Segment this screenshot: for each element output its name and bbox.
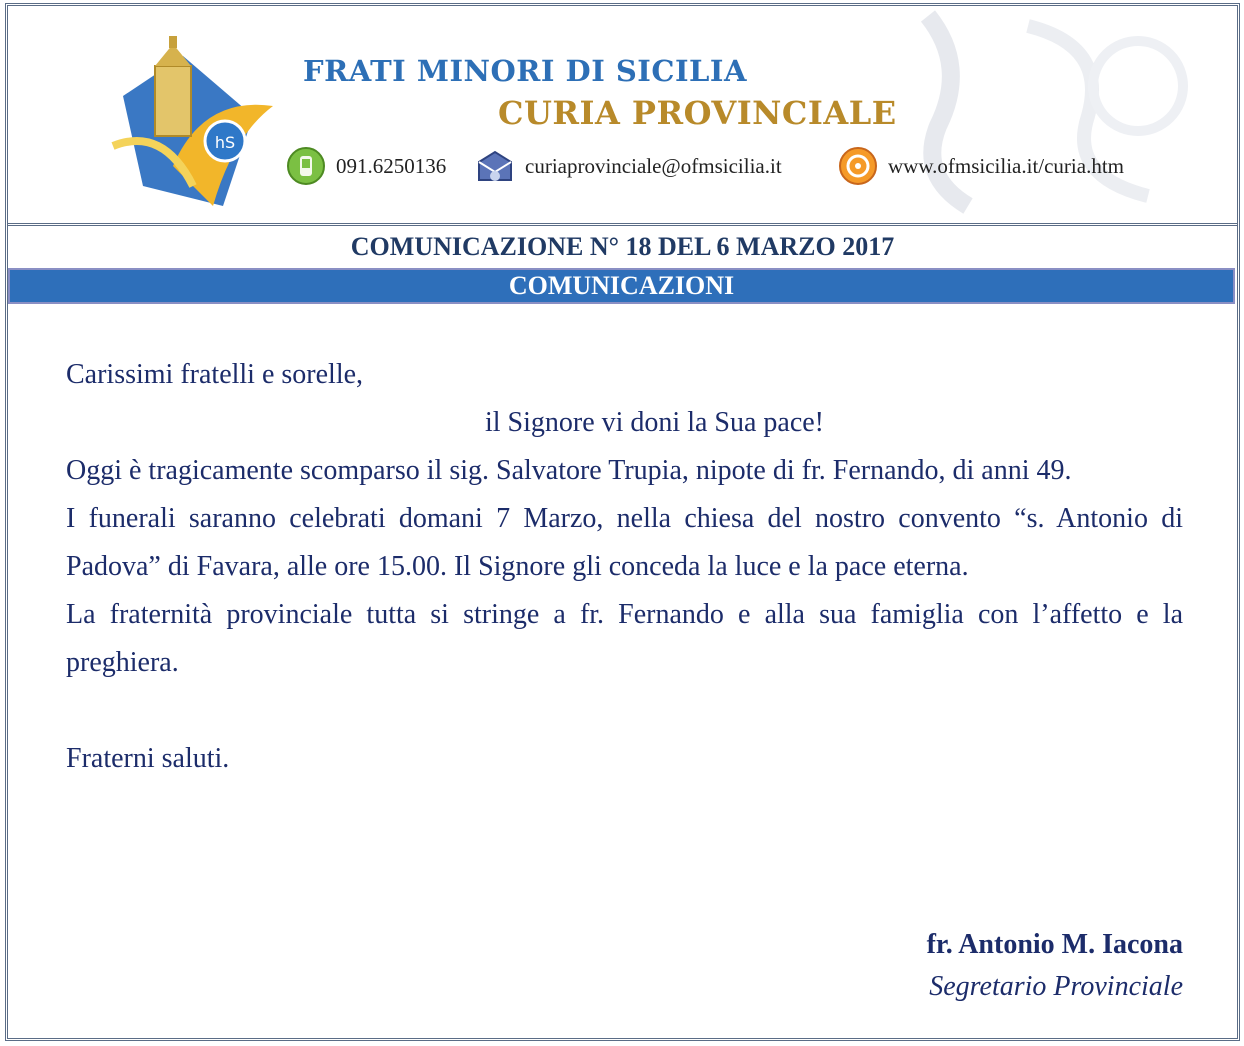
brand-subtitle: CURIA PROVINCIALE: [498, 94, 897, 132]
website-url[interactable]: www.ofmsicilia.it/curia.htm: [888, 153, 1125, 178]
brand-name: FRATI MINORI DI SICILIA: [303, 54, 747, 88]
logo-emblem: [103, 36, 293, 216]
email-contact[interactable]: [475, 146, 782, 186]
email-icon: [475, 146, 515, 186]
section-bar: COMUNICAZIONI: [8, 268, 1235, 304]
web-icon: [838, 146, 878, 186]
phone-contact: [286, 146, 446, 186]
paragraph-condolences: La fraternità provinciale tutta si stringe a fr. Fernando e alla sua famiglia con l’affetto e la preghiera.: [66, 599, 1183, 678]
signatory-name: fr. Antonio M. Iacona: [926, 929, 1183, 960]
communication-title: COMUNICAZIONE N° 18 DEL 6 MARZO 2017: [350, 232, 895, 261]
letterhead: [8, 6, 1237, 226]
spacer: [66, 687, 1183, 735]
paragraph-announcement: Oggi è tragicamente scomparso il sig. Salvatore Trupia, nipote di fr. Fernando, di anni 49.: [66, 455, 1072, 486]
closing: Fraterni saluti.: [66, 743, 230, 774]
website-contact[interactable]: [838, 146, 1124, 186]
greeting: Carissimi fratelli e sorelle,: [66, 359, 364, 390]
blessing: il Signore vi doni la Sua pace!: [484, 407, 825, 438]
signatory-role: Segretario Provinciale: [929, 971, 1183, 1002]
email-address[interactable]: curiaprovinciale@ofmsicilia.it: [525, 153, 782, 178]
document-frame: [5, 3, 1240, 1041]
logo-monogram: hS: [214, 133, 236, 152]
paragraph-funeral: I funerali saranno celebrati domani 7 Marzo, nella chiesa del nostro convento “s. Antonio di Padova” di Favara, alle ore 15.00. Il Signore gli conceda la luce e la pace eterna.: [66, 503, 1183, 582]
signature-block: [927, 924, 1183, 1008]
letter-body: [66, 351, 1183, 783]
phone-icon: [286, 146, 326, 186]
phone-number: 091.6250136: [336, 153, 447, 178]
